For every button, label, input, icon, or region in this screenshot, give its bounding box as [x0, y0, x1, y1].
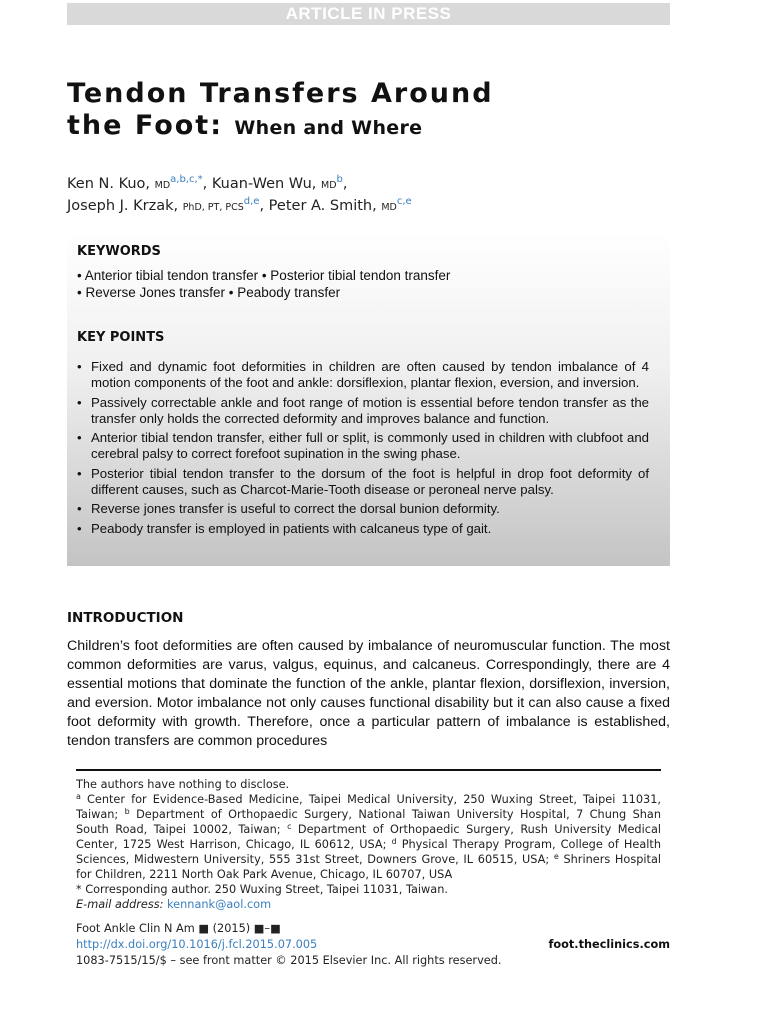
key-points-list [77, 359, 660, 537]
email-label: E-mail address: [76, 898, 168, 911]
journal-site: foot.theclinics.com [548, 938, 670, 951]
keywords-list [77, 267, 660, 301]
article-title [67, 78, 687, 144]
author-line-1 [67, 174, 687, 196]
author-list [67, 174, 687, 218]
journal-citation: Foot Ankle Clin N Am ■ (2015) ■–■ [76, 922, 281, 935]
author-degree: MD [154, 180, 171, 191]
title-line-1: Tendon Transfers Around [67, 78, 494, 109]
affiliation-marker: d [391, 837, 397, 846]
footnote-divider [76, 769, 661, 771]
affiliations [76, 792, 661, 882]
affiliation-text: Department of Orthopaedic Surgery, Rush University Medical Center, 1725 West Harrison, Chicago, IL 60612, USA; [76, 823, 662, 851]
key-point-item: • Reverse jones transfer is useful to correct the dorsal bunion deformity. [77, 501, 649, 517]
key-points-heading: KEY POINTS [77, 330, 165, 345]
key-point-item: • Anterior tibial tendon transfer, either full or split, is commonly used in children with clubfoot and cerebral palsy to correct forefoot supination in the swing phase. [77, 430, 649, 463]
affiliation-text: Shriners Hospital for Children, 2211 North Oak Park Avenue, Chicago, IL 60707, USA [76, 853, 662, 881]
introduction-heading: INTRODUCTION [67, 610, 184, 626]
affiliation-marker: b [124, 807, 130, 816]
disclosure: The authors have nothing to disclose. [76, 778, 290, 791]
author-degree: MD [321, 180, 337, 191]
doi-link[interactable]: http://dx.doi.org/10.1016/j.fcl.2015.07.005 [76, 938, 318, 951]
author-name: , Kuan-Wen Wu, [202, 176, 322, 192]
affiliation-marker: a [76, 792, 81, 801]
affiliation-link[interactable]: c,e [396, 196, 412, 207]
separator: , [342, 176, 348, 192]
author-line-2 [67, 196, 687, 218]
author-degree: MD [381, 202, 397, 213]
affiliation-marker: e [553, 852, 559, 861]
author-degree: PhD, PT, PCS [182, 202, 244, 213]
copyright: 1083-7515/15/$ – see front matter © 2015 Elsevier Inc. All rights reserved. [76, 954, 502, 967]
key-point-item: • Fixed and dynamic foot deformities in children are often caused by tendon imbalance of 4 motion components of the foot and ankle: dorsiflexion, plantar flexion, eversion, and inversion. [77, 359, 649, 392]
affiliation-text: Center for Evidence-Based Medicine, Taipei Medical University, 250 Wuxing Street, Taipei 11031, Taiwan; [76, 793, 661, 821]
corresponding-author: * Corresponding author. 250 Wuxing Street, Taipei 11031, Taiwan. [76, 883, 448, 896]
affiliation-link[interactable]: d,e [243, 196, 260, 207]
affiliation-marker: c [287, 822, 292, 831]
introduction-paragraph: Children’s foot deformities are often caused by imbalance of neuromuscular function. The most common deformities are varus, valgus, equinus, and calcaneus. Correspondingly, there are 4 essential motions that dominate the function of the ankle, plantar flexion, dorsiflexion, inversion, and eversion. Motor imbalance not only causes functional disability but it can also cause a fixed foot deformity with growth. Therefore, once a particular pattern of imbalance is established, tendon transfers are common procedures [67, 638, 670, 749]
affiliation-link[interactable]: a,b,c,* [170, 174, 203, 185]
title-subtitle: When and Where [234, 117, 423, 139]
title-main: the Foot: [67, 110, 223, 141]
keywords-heading: KEYWORDS [77, 244, 161, 259]
affiliation-link[interactable]: b [336, 174, 343, 185]
article-in-press-banner: ARTICLE IN PRESS [67, 3, 670, 25]
affiliation-text: Department of Orthopaedic Surgery, National Taiwan University Hospital, 7 Chung Shan South Road, Taipei 10002, Taiwan; [76, 808, 662, 836]
footnotes [76, 777, 661, 912]
key-point-item: • Peabody transfer is employed in patients with calcaneus type of gait. [77, 521, 649, 537]
journal-info [76, 921, 670, 969]
email-link[interactable]: kennank@aol.com [167, 898, 272, 911]
keywords-keypoints-box [67, 232, 670, 566]
title-line-2 [67, 110, 687, 144]
key-point-item: • Posterior tibial tendon transfer to the dorsum of the foot is helpful in drop foot deformity of different causes, such as Charcot-Marie-Tooth disease or peroneal nerve palsy. [77, 466, 649, 499]
keywords-line: • Anterior tibial tendon transfer • Posterior tibial tendon transfer [77, 268, 451, 283]
author-name: Joseph J. Krzak, [67, 198, 183, 214]
key-point-item: • Passively correctable ankle and foot range of motion is essential before tendon transfer as the transfer only holds the corrected deformity and improves balance and function. [77, 395, 649, 428]
author-name: , Peter A. Smith, [259, 198, 382, 214]
author-name: Ken N. Kuo, [67, 176, 155, 192]
keywords-line: • Reverse Jones transfer • Peabody transfer [77, 285, 341, 300]
email-line [76, 897, 661, 912]
affiliation-text: Physical Therapy Program, College of Health Sciences, Midwestern University, 555 31st Street, Downers Grove, IL 60515, USA; [76, 838, 662, 866]
